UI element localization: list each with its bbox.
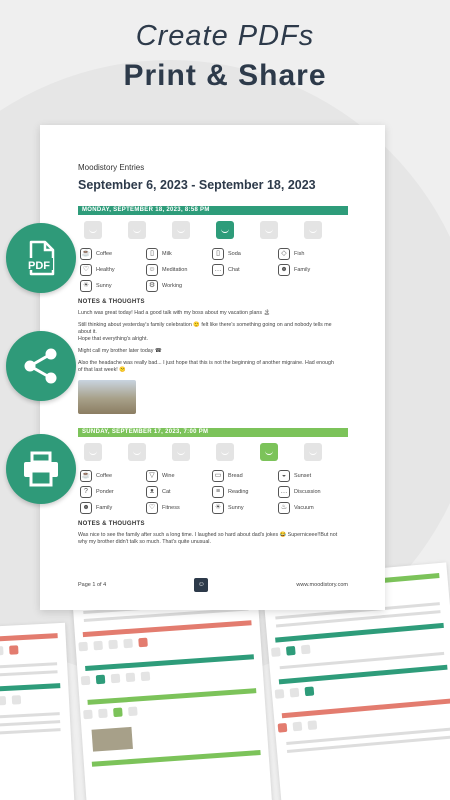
note-text: Might call my brother later today ☎ [78,348,162,354]
headline-line1: Create PDFs [135,20,315,52]
mood-icon [172,443,190,461]
sun-icon: ☀ [212,502,224,514]
thumbnail-page-middle [73,594,272,800]
mood-icon [84,443,102,461]
activity: ☻ Family [278,263,344,276]
coffee-icon: ☕ [80,248,92,260]
vacuum-icon: ♨ [278,502,290,514]
pdf-file-icon [21,238,61,278]
fish-icon: ◇ [278,248,290,260]
thumbnail-page-left [0,623,75,800]
website-url: www.moodistory.com [296,582,348,588]
chat-icon: … [212,264,224,276]
discussion-icon: … [278,486,290,498]
activity: ◒ Sunset [278,469,344,482]
activity: ▽ Wine [146,469,212,482]
fitness-icon: ♡ [146,502,158,514]
activity: … Chat [212,263,278,276]
moodistory-logo-icon: ☺ [194,578,208,592]
note-text: Also the headache was really bad... I just hope that this is not the beginning of another migraine. Had enough of that last week! 😕 [78,360,334,373]
working-icon: ⚙ [146,280,158,292]
entry-photo [78,380,136,414]
cat-icon: ᴥ [146,486,158,498]
activity: ☺ Meditation [146,263,212,276]
entry-header: MONDAY, SEPTEMBER 18, 2023, 8:58 PM [78,206,348,215]
coffee-icon: ☕ [80,470,92,482]
notes-heading: NOTES & THOUGHTS [78,521,145,527]
activity-grid [80,247,348,292]
mood-icon [260,221,278,239]
activity: ☕ Coffee [80,469,146,482]
mood-row [84,443,348,461]
note-text: Still thinking about yesterday's family celebration 🙂 felt like there's something going on and nobody tells me about it. [78,322,332,335]
activity: ☻ Family [80,501,146,514]
mood-icon [172,221,190,239]
activity: ▯ Soda [212,247,278,260]
activity-grid [80,469,348,514]
mood-icon [216,443,234,461]
mood-icon [128,443,146,461]
activity: ☕ Coffee [80,247,146,260]
mood-icon [304,443,322,461]
note-text: Lunch was great today! Had a good talk with my boss about my vacation plans 🏝 [78,310,271,316]
activity: ▭ Bread [212,469,278,482]
entry-header: SUNDAY, SEPTEMBER 17, 2023, 7:00 PM [78,428,348,437]
bread-icon: ▭ [212,470,224,482]
activity: ♡ Healthy [80,263,146,276]
mood-icon-selected [260,443,278,461]
sheet-brand: Moodistory Entries [78,163,145,172]
meditation-icon: ☺ [146,264,158,276]
family-icon: ☻ [278,264,290,276]
notes-heading: NOTES & THOUGHTS [78,299,145,305]
activity: ▯ Milk [146,247,212,260]
note-text: Hope that everything's alright. [78,336,148,342]
sun-icon: ☀ [80,280,92,292]
sheet-footer [78,578,348,592]
ponder-icon: ? [80,486,92,498]
activity: ⚙ Working [146,279,212,292]
mood-row [84,221,348,239]
activity: ♨ Vacuum [278,501,344,514]
headline [0,20,450,93]
share-button[interactable] [6,331,76,401]
headline-line2: Print & Share [123,59,327,92]
wine-icon: ▽ [146,470,158,482]
family-icon: ☻ [80,502,92,514]
mood-icon [304,221,322,239]
mood-icon [128,221,146,239]
heart-icon: ♡ [80,264,92,276]
print-button[interactable] [6,434,76,504]
activity: ☀ Sunny [212,501,278,514]
mood-icon-selected [216,221,234,239]
activity: ◇ Fish [278,247,344,260]
reading-icon: ≡ [212,486,224,498]
page-number: Page 1 of 4 [78,582,107,588]
sunset-icon: ◒ [278,470,290,482]
mood-icon [84,221,102,239]
activity: ? Ponder [80,485,146,498]
activity: ᴥ Cat [146,485,212,498]
activity: ≡ Reading [212,485,278,498]
milk-icon: ▯ [146,248,158,260]
share-icon [21,346,61,386]
pdf-page-preview [40,125,385,610]
soda-icon: ▯ [212,248,224,260]
activity: ☀ Sunny [80,279,146,292]
sheet-date-range: September 6, 2023 - September 18, 2023 [78,178,316,192]
note-text: Was nice to see the family after such a long time. I laughed so hard about dad's jokes 😂 Superniceee!!But not why my brother didn't talk so much. That's quite unusual. [78,532,338,545]
activity: … Discussion [278,485,344,498]
pdf-button[interactable] [6,223,76,293]
printer-icon [21,449,61,489]
svg-text:PDF: PDF [28,260,50,272]
activity: ♡ Fitness [146,501,212,514]
